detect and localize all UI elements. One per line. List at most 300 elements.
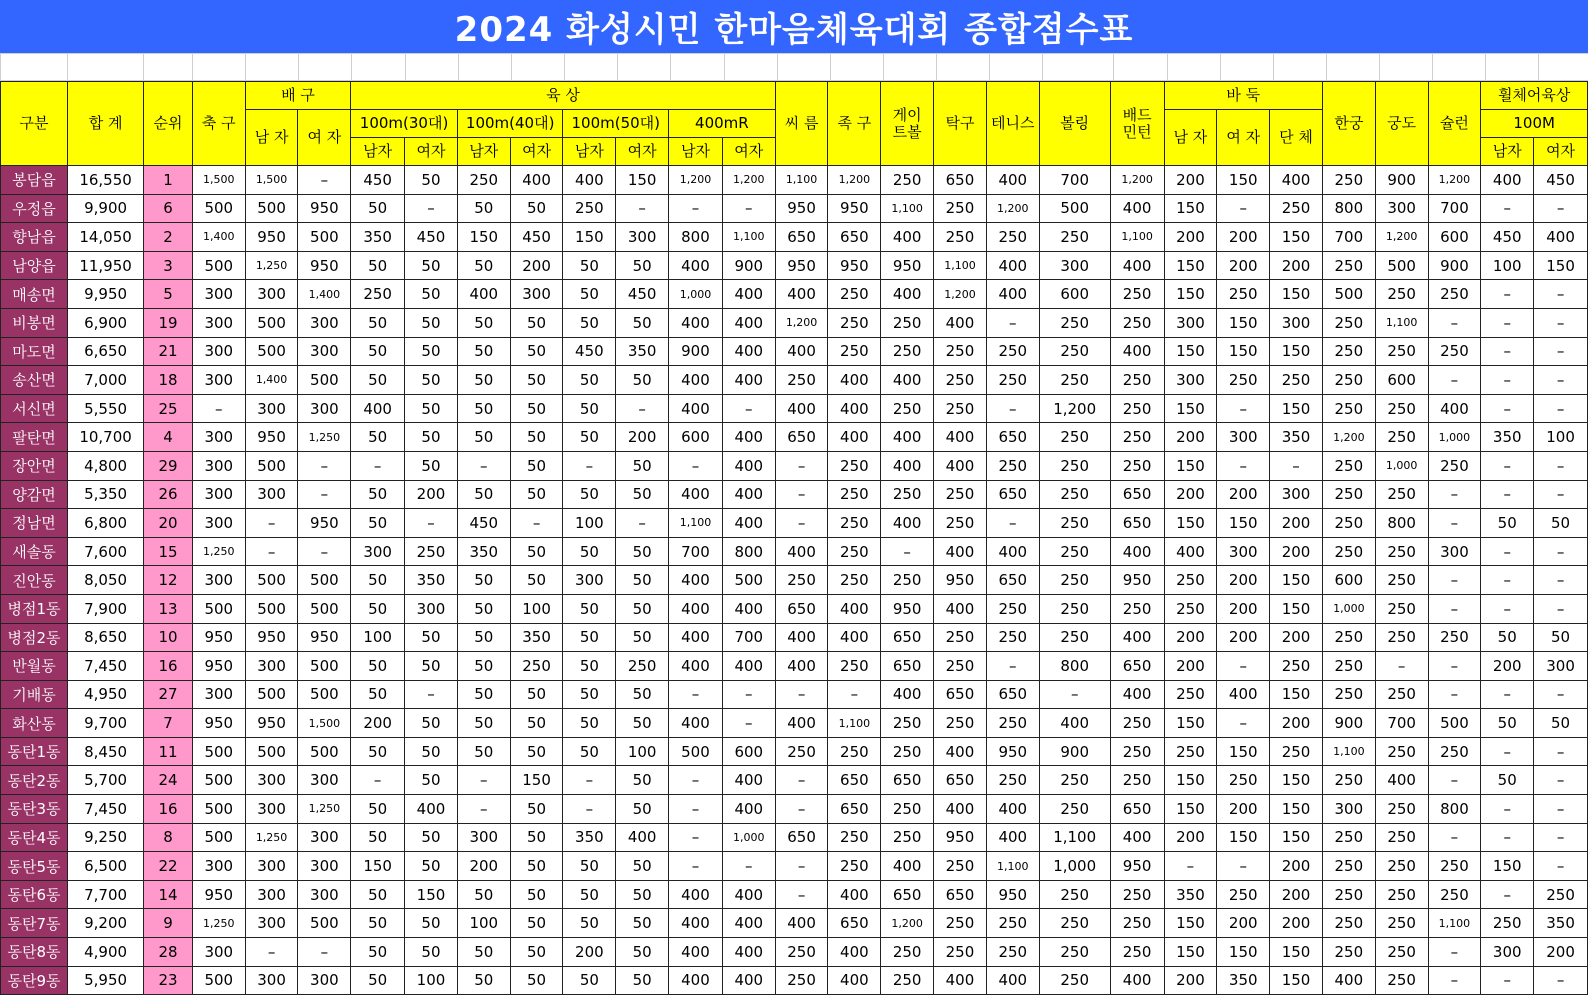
score-cell: 950 (828, 194, 881, 223)
score-cell: 250 (616, 652, 669, 681)
score-cell: 400 (1217, 680, 1270, 709)
score-cell: 50 (405, 280, 458, 309)
score-cell: 50 (616, 680, 669, 709)
score-cell: 50 (1534, 709, 1588, 738)
score-cell: 250 (1039, 909, 1110, 938)
score-cell: 250 (1375, 537, 1428, 566)
score-cell: 400 (934, 308, 987, 337)
score-cell: – (1534, 680, 1588, 709)
score-cell: – (1481, 680, 1534, 709)
score-cell: 650 (775, 823, 828, 852)
score-cell: – (1375, 652, 1428, 681)
score-cell: 900 (1039, 737, 1110, 766)
score-cell: 350 (1481, 423, 1534, 452)
score-cell: 300 (298, 308, 351, 337)
score-cell: 300 (1481, 938, 1534, 967)
score-cell: – (1481, 308, 1534, 337)
region-name: 새솔동 (1, 537, 68, 566)
score-cell: 400 (722, 451, 775, 480)
score-cell: 250 (934, 652, 987, 681)
table-row (1, 566, 1588, 595)
header-volleyball-male: 남 자 (245, 110, 298, 166)
table-row (1, 938, 1588, 967)
score-cell: – (775, 852, 828, 881)
score-cell: 50 (405, 766, 458, 795)
total-score: 9,950 (68, 280, 144, 309)
score-cell: 400 (775, 709, 828, 738)
score-cell: 400 (616, 823, 669, 852)
header-athletics-100m-30s: 100m(30대) (351, 110, 458, 138)
score-cell: 900 (669, 337, 723, 366)
header-male: 남자 (457, 138, 510, 166)
score-cell: 250 (1217, 366, 1270, 395)
header-total: 합 계 (68, 82, 144, 166)
total-score: 9,250 (68, 823, 144, 852)
score-cell: 150 (1164, 709, 1217, 738)
score-cell: 250 (1375, 823, 1428, 852)
rank-cell: 6 (144, 194, 193, 223)
score-cell: 400 (722, 337, 775, 366)
score-cell: 500 (192, 737, 245, 766)
header-athletics: 육 상 (351, 82, 775, 110)
score-cell: 200 (1164, 166, 1217, 195)
score-cell: 1,250 (192, 537, 245, 566)
region-name: 팔탄면 (1, 423, 68, 452)
score-cell: 150 (1164, 251, 1217, 280)
score-cell: 400 (722, 280, 775, 309)
score-cell: 950 (881, 594, 934, 623)
header-female: 여자 (722, 138, 775, 166)
score-cell: 50 (457, 680, 510, 709)
score-cell: 250 (1039, 366, 1110, 395)
score-cell: 400 (775, 394, 828, 423)
score-cell: 400 (669, 566, 723, 595)
score-cell: 150 (1164, 451, 1217, 480)
header-baduk-female: 여 자 (1217, 110, 1270, 166)
score-cell: 250 (1039, 308, 1110, 337)
score-cell: 250 (881, 337, 934, 366)
score-cell: 50 (510, 852, 563, 881)
score-cell: 200 (1270, 251, 1323, 280)
score-cell: 50 (510, 394, 563, 423)
page-title: 2024 화성시민 한마음체육대회 종합점수표 (0, 0, 1588, 53)
score-cell: 150 (1164, 795, 1217, 824)
score-cell: 350 (1534, 909, 1588, 938)
score-cell: 250 (1481, 909, 1534, 938)
score-cell: 250 (775, 566, 828, 595)
score-cell: 400 (1481, 166, 1534, 195)
score-cell: 250 (1270, 652, 1323, 681)
score-cell: 950 (881, 251, 934, 280)
score-cell: 1,250 (192, 909, 245, 938)
score-cell: 1,100 (881, 194, 934, 223)
score-cell: 300 (192, 938, 245, 967)
score-cell: 50 (405, 251, 458, 280)
total-score: 9,200 (68, 909, 144, 938)
score-cell: 300 (298, 766, 351, 795)
rank-cell: 10 (144, 623, 193, 652)
score-cell: 50 (616, 909, 669, 938)
score-cell: 400 (722, 880, 775, 909)
score-cell: 950 (828, 251, 881, 280)
score-cell: 1,000 (1375, 451, 1428, 480)
score-cell: 50 (457, 194, 510, 223)
score-cell: 250 (1375, 966, 1428, 995)
region-name: 반월동 (1, 652, 68, 681)
table-row (1, 966, 1588, 995)
score-cell: 250 (828, 280, 881, 309)
score-cell: 150 (1164, 337, 1217, 366)
score-cell: 250 (1375, 909, 1428, 938)
score-cell: 200 (1217, 566, 1270, 595)
total-score: 9,900 (68, 194, 144, 223)
score-cell: 400 (828, 423, 881, 452)
score-cell: 400 (934, 451, 987, 480)
score-cell: 250 (1322, 537, 1375, 566)
score-cell: 300 (245, 880, 298, 909)
score-cell: 900 (1322, 709, 1375, 738)
score-cell: 250 (986, 909, 1039, 938)
score-cell: 50 (1481, 766, 1534, 795)
score-cell: 400 (722, 480, 775, 509)
score-cell: – (1534, 966, 1588, 995)
score-cell: 300 (192, 680, 245, 709)
header-athletics-100m-50s: 100m(50대) (563, 110, 669, 138)
total-score: 14,050 (68, 223, 144, 252)
score-cell: 300 (1375, 194, 1428, 223)
score-cell: 150 (405, 880, 458, 909)
score-cell: 250 (1322, 337, 1375, 366)
total-score: 6,800 (68, 509, 144, 538)
score-cell: 50 (510, 366, 563, 395)
score-cell: 400 (722, 795, 775, 824)
score-cell: 650 (986, 480, 1039, 509)
score-cell: 500 (298, 909, 351, 938)
score-cell: 400 (775, 280, 828, 309)
region-name: 서신면 (1, 394, 68, 423)
score-cell: 250 (986, 451, 1039, 480)
score-cell: 50 (563, 280, 616, 309)
score-cell: 250 (1217, 280, 1270, 309)
score-cell: 300 (1322, 795, 1375, 824)
region-name: 동탄2동 (1, 766, 68, 795)
score-cell: 50 (457, 880, 510, 909)
score-cell: 500 (1375, 251, 1428, 280)
score-cell: 450 (1534, 166, 1588, 195)
score-cell: 400 (1039, 709, 1110, 738)
table-row (1, 251, 1588, 280)
score-cell: 400 (986, 823, 1039, 852)
score-cell: 500 (245, 308, 298, 337)
rank-cell: 16 (144, 795, 193, 824)
score-cell: 150 (616, 166, 669, 195)
total-score: 11,950 (68, 251, 144, 280)
score-cell: – (616, 394, 669, 423)
score-cell: – (1039, 680, 1110, 709)
score-cell: 700 (1322, 223, 1375, 252)
score-cell: – (1217, 652, 1270, 681)
blank-spacer-row (0, 53, 1588, 81)
score-cell: 50 (457, 394, 510, 423)
score-cell: 150 (1164, 280, 1217, 309)
score-cell: 950 (775, 251, 828, 280)
header-badminton: 배드민턴 (1110, 82, 1164, 166)
region-name: 화산동 (1, 709, 68, 738)
score-cell: 250 (934, 223, 987, 252)
score-cell: 50 (405, 709, 458, 738)
header-gateball: 게이트볼 (881, 82, 934, 166)
rank-cell: 27 (144, 680, 193, 709)
table-row (1, 594, 1588, 623)
score-cell: 400 (669, 652, 723, 681)
score-cell: 200 (457, 852, 510, 881)
score-cell: 250 (881, 394, 934, 423)
score-cell: 250 (881, 938, 934, 967)
score-cell: 1,200 (934, 280, 987, 309)
score-cell: 50 (616, 566, 669, 595)
score-cell: – (1428, 823, 1481, 852)
score-cell: 150 (1270, 394, 1323, 423)
score-cell: 400 (775, 652, 828, 681)
score-cell: 300 (245, 795, 298, 824)
score-cell: 1,200 (1110, 166, 1164, 195)
score-cell: 50 (510, 194, 563, 223)
score-cell: 350 (1164, 880, 1217, 909)
score-cell: 400 (1164, 537, 1217, 566)
score-cell: – (510, 509, 563, 538)
score-cell: 250 (1039, 938, 1110, 967)
score-cell: 350 (405, 566, 458, 595)
header-volleyball-female: 여 자 (298, 110, 351, 166)
score-cell: 250 (1375, 938, 1428, 967)
score-cell: – (775, 766, 828, 795)
score-cell: 50 (457, 308, 510, 337)
score-cell: 150 (1270, 280, 1323, 309)
score-cell: 50 (510, 909, 563, 938)
score-cell: 600 (1039, 280, 1110, 309)
region-name: 병점2동 (1, 623, 68, 652)
score-cell: 300 (298, 394, 351, 423)
score-cell: 300 (245, 280, 298, 309)
score-cell: – (1534, 394, 1588, 423)
rank-cell: 14 (144, 880, 193, 909)
rank-cell: 12 (144, 566, 193, 595)
region-name: 병점1동 (1, 594, 68, 623)
score-cell: 250 (1375, 480, 1428, 509)
score-cell: 500 (192, 823, 245, 852)
score-cell: 400 (351, 394, 405, 423)
score-cell: – (722, 194, 775, 223)
score-cell: 250 (1322, 823, 1375, 852)
score-cell: – (881, 537, 934, 566)
score-cell: 500 (245, 194, 298, 223)
rank-cell: 8 (144, 823, 193, 852)
header-female: 여자 (510, 138, 563, 166)
score-cell: 50 (563, 537, 616, 566)
score-cell: – (563, 451, 616, 480)
score-cell: 100 (563, 509, 616, 538)
score-cell: 400 (669, 366, 723, 395)
score-cell: 50 (510, 423, 563, 452)
score-cell: 50 (457, 966, 510, 995)
score-cell: – (1481, 966, 1534, 995)
score-cell: 400 (669, 709, 723, 738)
score-cell: 250 (828, 537, 881, 566)
score-cell: 400 (934, 594, 987, 623)
score-cell: 300 (245, 852, 298, 881)
score-cell: 1,250 (298, 423, 351, 452)
score-cell: – (1428, 966, 1481, 995)
score-cell: 50 (457, 652, 510, 681)
score-cell: 250 (986, 337, 1039, 366)
score-cell: 400 (669, 623, 723, 652)
score-cell: 400 (934, 966, 987, 995)
score-cell: 250 (986, 223, 1039, 252)
score-cell: 400 (1322, 966, 1375, 995)
score-cell: 1,400 (245, 366, 298, 395)
score-cell: – (1217, 394, 1270, 423)
score-cell: 250 (563, 194, 616, 223)
score-cell: 400 (881, 680, 934, 709)
header-female: 여자 (616, 138, 669, 166)
score-cell: 250 (986, 623, 1039, 652)
score-cell: 100 (510, 594, 563, 623)
score-cell: 450 (510, 223, 563, 252)
table-row (1, 795, 1588, 824)
score-cell: 150 (1217, 166, 1270, 195)
score-cell: 1,100 (1375, 308, 1428, 337)
score-cell: 100 (616, 737, 669, 766)
score-cell: – (1481, 194, 1534, 223)
score-cell: – (1217, 194, 1270, 223)
score-cell: 50 (351, 480, 405, 509)
table-row (1, 623, 1588, 652)
score-cell: – (1428, 509, 1481, 538)
score-cell: – (1481, 566, 1534, 595)
score-cell: 50 (1534, 509, 1588, 538)
score-cell: 400 (828, 623, 881, 652)
score-cell: 400 (986, 966, 1039, 995)
score-cell: 250 (1322, 451, 1375, 480)
score-cell: 200 (405, 480, 458, 509)
score-cell: 250 (1322, 880, 1375, 909)
score-cell: 300 (192, 852, 245, 881)
total-score: 5,950 (68, 966, 144, 995)
score-cell: 250 (1164, 566, 1217, 595)
score-cell: – (1534, 823, 1588, 852)
table-row (1, 337, 1588, 366)
score-cell: 350 (457, 537, 510, 566)
score-cell: 500 (192, 594, 245, 623)
score-cell: 250 (828, 823, 881, 852)
region-name: 동탄8동 (1, 938, 68, 967)
score-cell: – (1534, 537, 1588, 566)
table-row (1, 194, 1588, 223)
header-male: 남자 (563, 138, 616, 166)
score-cell: 1,200 (828, 166, 881, 195)
header-shuffle: 슐런 (1428, 82, 1481, 166)
score-cell: 100 (405, 966, 458, 995)
score-cell: 1,100 (828, 709, 881, 738)
score-cell: 350 (616, 337, 669, 366)
score-cell: 650 (881, 766, 934, 795)
score-cell: 250 (934, 194, 987, 223)
score-cell: 250 (457, 166, 510, 195)
score-cell: 600 (669, 423, 723, 452)
score-cell: 50 (616, 366, 669, 395)
score-cell: 150 (563, 223, 616, 252)
region-name: 장안면 (1, 451, 68, 480)
score-cell: 400 (775, 537, 828, 566)
score-cell: 250 (1375, 394, 1428, 423)
score-cell: 400 (1110, 623, 1164, 652)
region-name: 동탄3동 (1, 795, 68, 824)
score-cell: – (245, 509, 298, 538)
score-cell: 50 (351, 594, 405, 623)
score-cell: 500 (298, 737, 351, 766)
score-cell: 50 (351, 737, 405, 766)
score-cell: 250 (1217, 880, 1270, 909)
score-cell: – (298, 537, 351, 566)
score-cell: 250 (1039, 480, 1110, 509)
score-cell: 50 (457, 366, 510, 395)
score-cell: 950 (1110, 852, 1164, 881)
score-cell: 400 (775, 337, 828, 366)
score-cell: 250 (1164, 737, 1217, 766)
score-cell: 350 (351, 223, 405, 252)
score-cell: 50 (563, 880, 616, 909)
score-cell: – (1217, 709, 1270, 738)
score-cell: 1,000 (722, 823, 775, 852)
score-cell: 50 (351, 308, 405, 337)
rank-cell: 25 (144, 394, 193, 423)
score-cell: 700 (1428, 194, 1481, 223)
score-cell: 250 (934, 852, 987, 881)
score-cell: 300 (1164, 366, 1217, 395)
score-cell: 400 (934, 795, 987, 824)
score-cell: 1,200 (669, 166, 723, 195)
score-cell: 250 (881, 737, 934, 766)
score-cell: 250 (351, 280, 405, 309)
score-cell: 50 (563, 709, 616, 738)
score-cell: 50 (405, 308, 458, 337)
score-cell: 950 (298, 623, 351, 652)
score-cell: 700 (722, 623, 775, 652)
score-cell: 800 (1322, 194, 1375, 223)
score-cell: 400 (669, 394, 723, 423)
score-cell: 650 (828, 909, 881, 938)
score-cell: 400 (775, 909, 828, 938)
score-cell: 250 (828, 308, 881, 337)
rank-cell: 26 (144, 480, 193, 509)
score-cell: 250 (1039, 766, 1110, 795)
score-cell: 400 (1375, 766, 1428, 795)
score-cell: 400 (510, 166, 563, 195)
score-cell: 200 (1164, 966, 1217, 995)
score-cell: 150 (1164, 909, 1217, 938)
score-cell: 250 (1217, 766, 1270, 795)
score-cell: – (1428, 566, 1481, 595)
score-cell: 300 (192, 280, 245, 309)
table-row (1, 909, 1588, 938)
score-cell: 50 (351, 509, 405, 538)
score-cell: 700 (669, 537, 723, 566)
score-cell: 250 (1428, 880, 1481, 909)
score-cell: 200 (1270, 909, 1323, 938)
score-cell: 250 (881, 480, 934, 509)
header-tennis: 테니스 (986, 82, 1039, 166)
region-name: 동탄6동 (1, 880, 68, 909)
